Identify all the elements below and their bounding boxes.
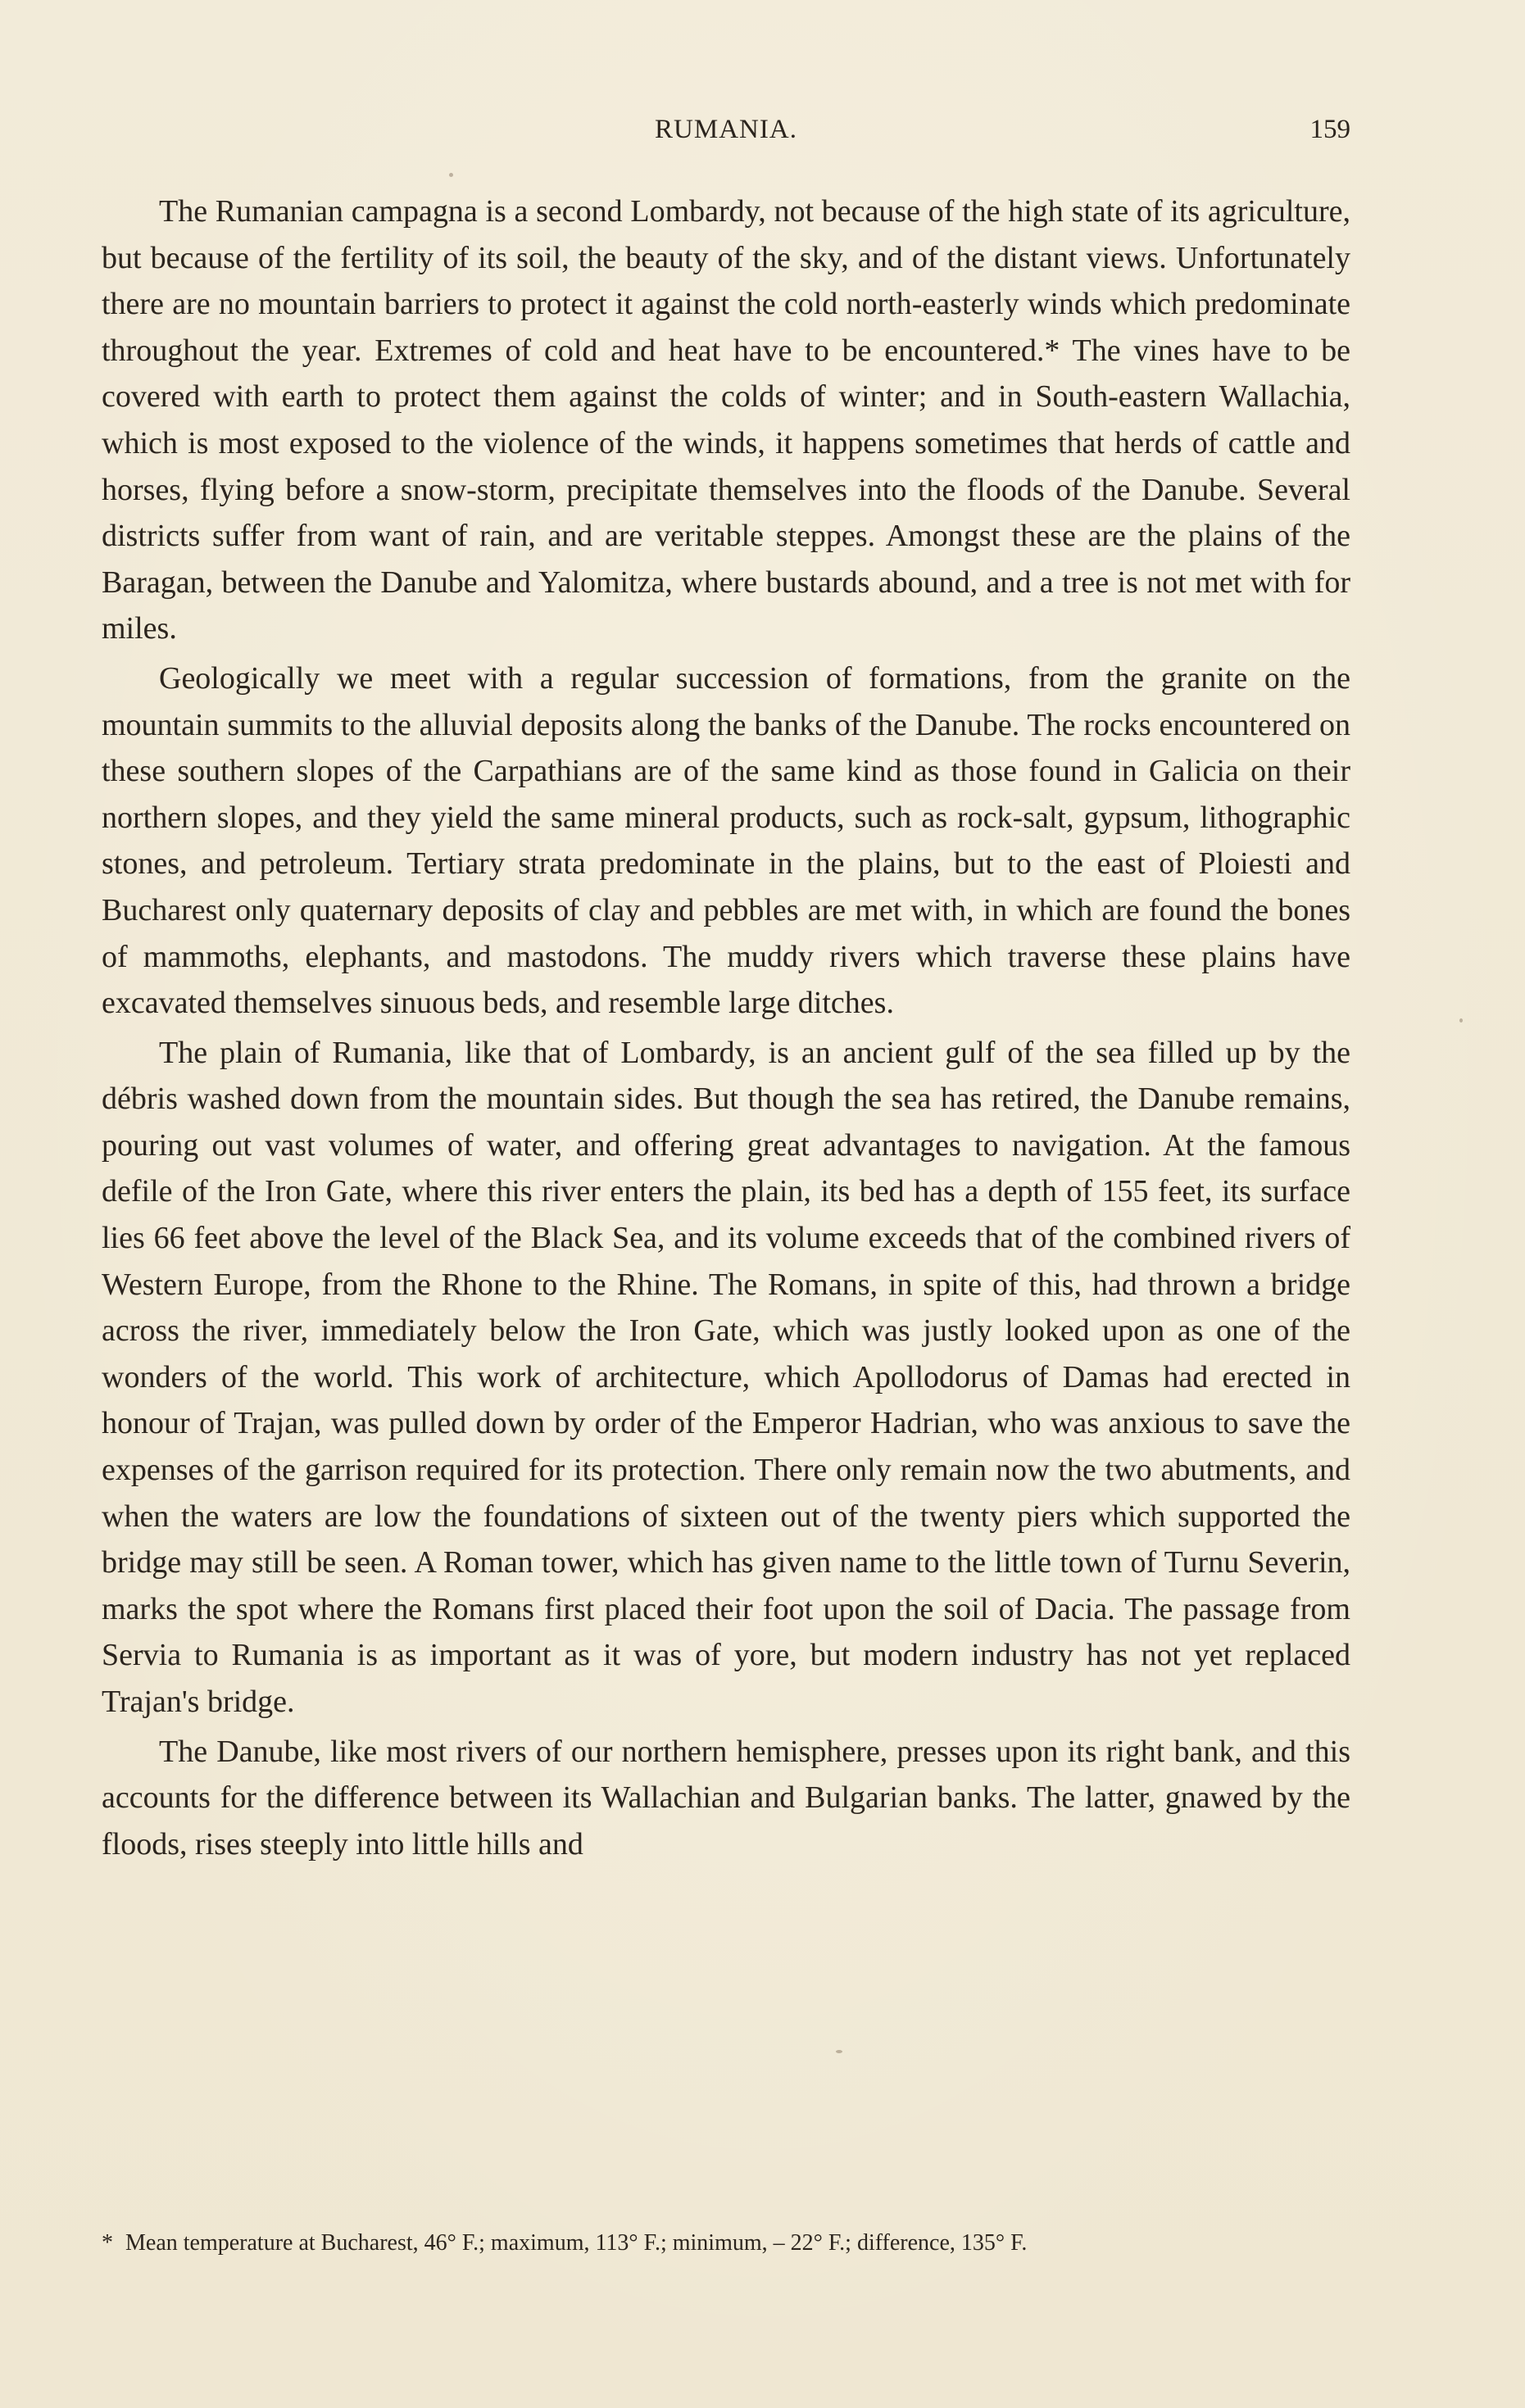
- running-head: [102, 115, 1350, 156]
- ink-speck: [449, 173, 453, 177]
- page-number: 159: [1309, 115, 1350, 144]
- paragraph-campagna: The Rumanian campagna is a second Lombardy, not because of the high state of its agriculture, but because of the fertility of its soil, the beauty of the sky, and of the distant views. Unfortunately there are no mountain barriers to protect it against the cold north-easterly winds which predominate throughout the year. Extremes of cold and heat have to be encountered.* The vines have to be covered with earth to protect them against the colds of winter; and in South-eastern Wallachia, which is most exposed to the violence of the winds, it happens sometimes that herds of cattle and horses, flying before a snow-storm, precipitate themselves into the floods of the Danube. Several districts suffer from want of rain, and are veritable steppes. Amongst these are the plains of the Baragan, between the Danube and Yalomitza, where bustards abound, and a tree is not met with for miles.: [102, 194, 1350, 646]
- ink-speck: [836, 2050, 842, 2053]
- body-text: [102, 188, 1350, 1871]
- footnote-text: Mean temperature at Bucharest, 46° F.; maximum, 113° F.; minimum, – 22° F.; difference, 135° F.: [125, 2230, 1028, 2256]
- paragraph-geology: Geologically we meet with a regular succession of formations, from the granite on the mountain summits to the alluvial deposits along the banks of the Danube. The rocks encountered on these southern slopes of the Carpathians are of the same kind as those found in Galicia on their northern slopes, and they yield the same mineral products, such as rock-salt, gypsum, lithographic stones, and petroleum. Tertiary strata predominate in the plains, but to the east of Ploiesti and Bucharest only quaternary deposits of clay and pebbles are met with, in which are found the bones of mammoths, elephants, and mastodons. The muddy rivers which traverse these plains have excavated themselves sinuous beds, and resemble large ditches.: [102, 660, 1350, 1021]
- footnote-marker: *: [102, 2230, 113, 2256]
- running-title: RUMANIA.: [655, 115, 797, 144]
- paragraph-danube-banks: The Danube, like most rivers of our northern hemisphere, presses upon its right bank, and this accounts for the difference between its Wallachian and Bulgarian banks. The latter, gnawed by the floods, rises steeply into little hills and: [102, 1734, 1350, 1862]
- footnote: [102, 2227, 1350, 2260]
- ink-speck: [1459, 1018, 1463, 1023]
- paragraph-danube-plain: The plain of Rumania, like that of Lombardy, is an ancient gulf of the sea filled up by the débris washed down from the mountain sides. But though the sea has retired, the Danube remains, pouring out vast volumes of water, and offering great advantages to navigation. At the famous defile of the Iron Gate, where this river enters the plain, its bed has a depth of 155 feet, its surface lies 66 feet above the level of the Black Sea, and its volume exceeds that of the combined rivers of Western Europe, from the Rhone to the Rhine. The Romans, in spite of this, had thrown a bridge across the river, immediately below the Iron Gate, which was justly looked upon as one of the wonders of the world. This work of architecture, which Apollodorus of Damas had erected in honour of Trajan, was pulled down by order of the Emperor Hadrian, who was anxious to save the expenses of the garrison required for its protection. There only remain now the two abutments, and when the waters are low the foundations of sixteen out of the twenty piers which supported the bridge may still be seen. A Roman tower, which has given name to the little town of Turnu Severin, marks the spot where the Romans first placed their foot upon the soil of Dacia. The passage from Servia to Rumania is as important as it was of yore, but modern industry has not yet replaced Trajan's bridge.: [102, 1035, 1350, 1719]
